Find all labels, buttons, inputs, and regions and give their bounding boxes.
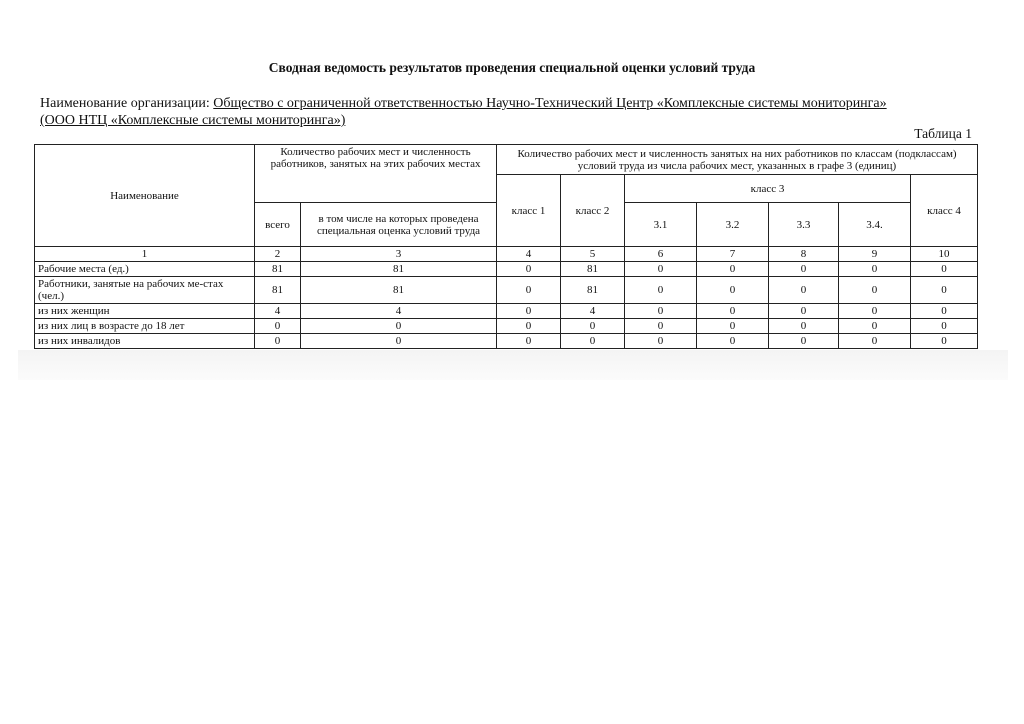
organization-name-line2: (ООО НТЦ «Комплексные системы мониторинга») <box>40 113 346 128</box>
cell-value: 0 <box>561 319 625 334</box>
header-class3-3: 3.3 <box>769 203 839 247</box>
cell-value: 0 <box>497 262 561 277</box>
cell-value: 0 <box>839 304 911 319</box>
table-row <box>35 277 978 304</box>
header-classes-group: Количество рабочих мест и численность занятых на них работников по классам (подклассам) условий труда из числа рабочих мест, указанных в графе 3 (единиц) <box>497 145 978 175</box>
header-assessed: в том числе на которых проведена специальная оценка условий труда <box>301 203 497 247</box>
cell-value: 0 <box>497 319 561 334</box>
table-row <box>35 262 978 277</box>
column-numbers-row <box>35 247 978 262</box>
cell-value: 0 <box>255 334 301 349</box>
page-title: Сводная ведомость результатов проведения специальной оценки условий труда <box>268 60 756 75</box>
cell-value: 81 <box>561 277 625 304</box>
cell-value: 0 <box>301 334 497 349</box>
cell-value: 0 <box>561 334 625 349</box>
column-number: 8 <box>769 247 839 262</box>
cell-value: 4 <box>561 304 625 319</box>
cell-value: 0 <box>839 334 911 349</box>
row-name: из них женщин <box>35 304 255 319</box>
cell-value: 0 <box>839 277 911 304</box>
cell-value: 0 <box>697 304 769 319</box>
cell-value: 4 <box>301 304 497 319</box>
row-name: из них лиц в возрасте до 18 лет <box>35 319 255 334</box>
header-total: всего <box>255 203 301 247</box>
column-number: 5 <box>561 247 625 262</box>
cell-value: 81 <box>301 262 497 277</box>
scan-shadow <box>18 350 1008 380</box>
cell-value: 0 <box>301 319 497 334</box>
column-number: 6 <box>625 247 697 262</box>
cell-value: 0 <box>697 262 769 277</box>
cell-value: 0 <box>911 319 978 334</box>
column-number: 9 <box>839 247 911 262</box>
cell-value: 0 <box>497 334 561 349</box>
column-number: 1 <box>35 247 255 262</box>
column-number: 7 <box>697 247 769 262</box>
row-name: Работники, занятые на рабочих ме-стах (чел.) <box>35 277 255 304</box>
row-name: Рабочие места (ед.) <box>35 262 255 277</box>
cell-value: 0 <box>769 262 839 277</box>
cell-value: 0 <box>255 319 301 334</box>
cell-value: 0 <box>769 334 839 349</box>
cell-value: 81 <box>255 277 301 304</box>
cell-value: 0 <box>497 277 561 304</box>
cell-value: 81 <box>561 262 625 277</box>
cell-value: 0 <box>625 319 697 334</box>
header-class3-4: 3.4. <box>839 203 911 247</box>
organization-name-line1: Общество с ограниченной ответственностью Научно-Технический Центр «Комплексные системы мониторинга» <box>213 96 887 111</box>
column-number: 3 <box>301 247 497 262</box>
header-class3: класс 3 <box>625 175 911 203</box>
cell-value: 0 <box>697 334 769 349</box>
table-row <box>35 304 978 319</box>
summary-table <box>34 144 978 349</box>
cell-value: 0 <box>911 262 978 277</box>
cell-value: 0 <box>911 304 978 319</box>
cell-value: 0 <box>697 277 769 304</box>
cell-value: 81 <box>301 277 497 304</box>
header-class2: класс 2 <box>561 175 625 247</box>
cell-value: 0 <box>625 304 697 319</box>
header-count-group: Количество рабочих мест и численность работников, занятых на этих рабочих местах <box>255 145 497 203</box>
cell-value: 0 <box>769 277 839 304</box>
cell-value: 81 <box>255 262 301 277</box>
table-row <box>35 319 978 334</box>
column-number: 10 <box>911 247 978 262</box>
row-name: из них инвалидов <box>35 334 255 349</box>
header-class1: класс 1 <box>497 175 561 247</box>
cell-value: 0 <box>839 262 911 277</box>
cell-value: 0 <box>911 277 978 304</box>
cell-value: 0 <box>911 334 978 349</box>
organization-block <box>40 95 980 129</box>
header-class3-2: 3.2 <box>697 203 769 247</box>
header-name: Наименование <box>35 145 255 247</box>
cell-value: 0 <box>697 319 769 334</box>
cell-value: 0 <box>839 319 911 334</box>
cell-value: 0 <box>625 262 697 277</box>
column-number: 4 <box>497 247 561 262</box>
header-class4: класс 4 <box>911 175 978 247</box>
cell-value: 0 <box>769 304 839 319</box>
cell-value: 4 <box>255 304 301 319</box>
cell-value: 0 <box>625 334 697 349</box>
header-class3-1: 3.1 <box>625 203 697 247</box>
cell-value: 0 <box>769 319 839 334</box>
column-number: 2 <box>255 247 301 262</box>
cell-value: 0 <box>497 304 561 319</box>
table-row <box>35 334 978 349</box>
organization-label: Наименование организации: <box>40 96 210 111</box>
table-label: Таблица 1 <box>914 126 972 141</box>
cell-value: 0 <box>625 277 697 304</box>
